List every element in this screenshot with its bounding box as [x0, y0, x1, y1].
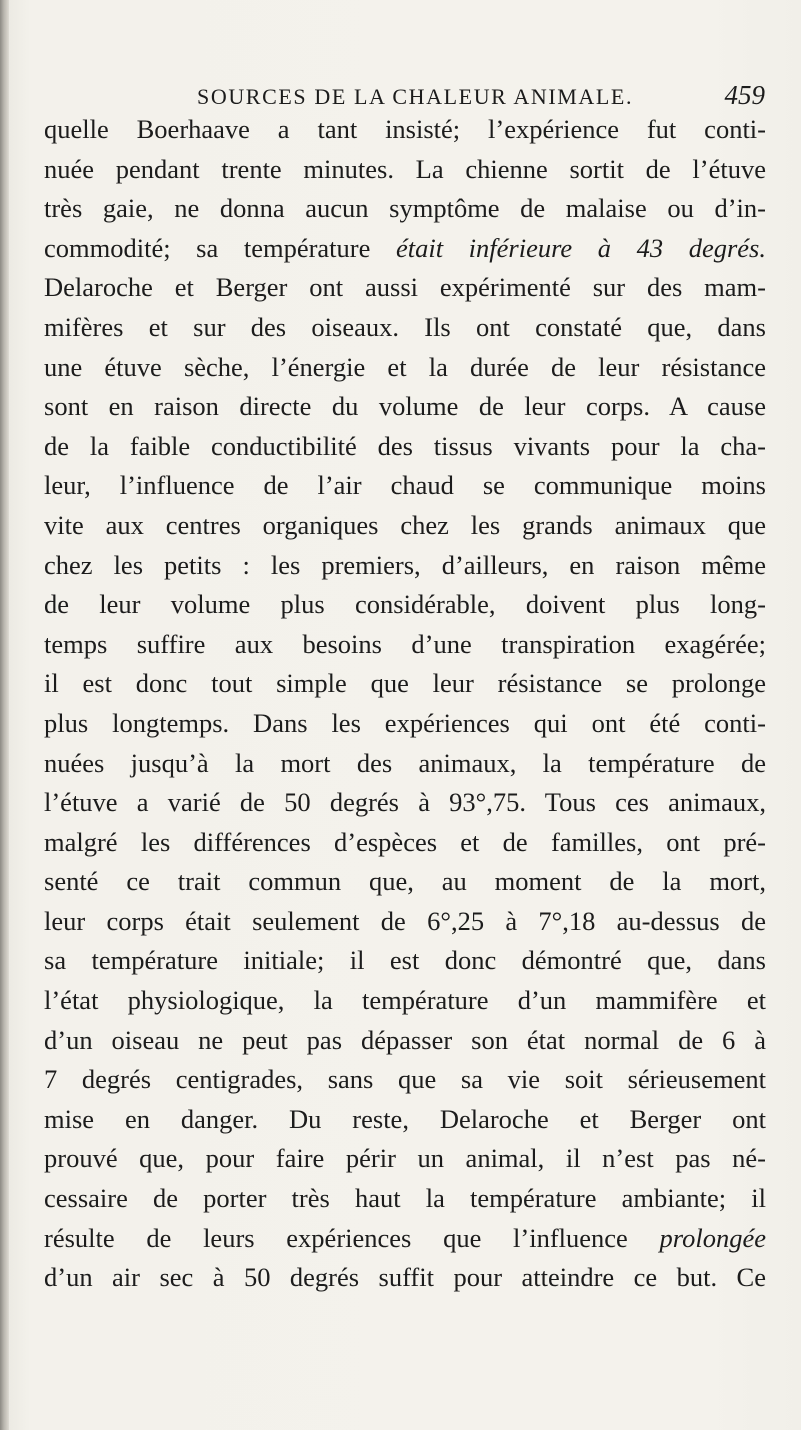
text-line: malgré les différences d’espèces et de familles, ont pré-	[44, 826, 766, 857]
text-line: leur, l’influence de l’air chaud se communique moins	[44, 470, 766, 501]
text-line: sont en raison directe du volume de leur corps. A cause	[44, 391, 766, 422]
text-line: vite aux centres organiques chez les grands animaux que	[44, 509, 766, 540]
text-line: mise en danger. Du reste, Delaroche et Berger ont	[44, 1103, 766, 1134]
text-line: 7 degrés centigrades, sans que sa vie soit sérieusement	[44, 1064, 766, 1095]
text-line: d’un oiseau ne peut pas dépasser son état normal de 6 à	[44, 1024, 766, 1055]
text-line-italic: était inférieure à 43 degrés.	[395, 232, 766, 263]
text-line: temps suffire aux besoins d’une transpiration exagérée;	[44, 628, 766, 659]
text-line: plus longtemps. Dans les expériences qui ont été conti-	[44, 707, 766, 738]
text-line: d’un air sec à 50 degrés suffit pour atteindre ce but. Ce	[44, 1262, 766, 1293]
text-line: leur corps était seulement de 6°,25 à 7°,18 au-dessus de	[44, 905, 766, 936]
text-line-italic: prolongée	[659, 1222, 766, 1253]
text-line: mifères et sur des oiseaux. Ils ont constaté que, dans	[44, 311, 766, 342]
text-line: de leur volume plus considérable, doivent plus long-	[44, 589, 766, 620]
text-line-roman: résulte de leurs expériences que l’influence	[44, 1222, 660, 1253]
text-line: il est donc tout simple que leur résistance se prolonge	[44, 668, 766, 699]
text-line: quelle Boerhaave a tant insisté; l’expérience fut conti-	[44, 114, 766, 144]
text-line: nuées jusqu’à la mort des animaux, la température de	[44, 747, 766, 778]
text-line	[44, 1219, 766, 1259]
body-text	[44, 110, 766, 1298]
text-line: de la faible conductibilité des tissus vivants pour la cha-	[44, 430, 766, 461]
page-number: 459	[724, 80, 765, 110]
text-line: sa température initiale; il est donc démontré que, dans	[44, 945, 766, 976]
text-line: prouvé que, pour faire périr un animal, il n’est pas né-	[44, 1143, 766, 1174]
text-line: nuée pendant trente minutes. La chienne sortit de l’étuve	[44, 153, 766, 184]
text-line	[44, 229, 766, 269]
page-binding-edge	[0, 0, 9, 1430]
running-head: SOURCES DE LA CHALEUR ANIMALE.	[197, 84, 634, 109]
text-line: une étuve sèche, l’énergie et la durée de leur résistance	[44, 351, 766, 382]
text-line: chez les petits : les premiers, d’ailleurs, en raison même	[44, 549, 766, 580]
page-header	[197, 74, 765, 114]
text-line: senté ce trait commun que, au moment de la mort,	[44, 866, 766, 897]
text-line: Delaroche et Berger ont aussi expérimenté sur des mam-	[44, 272, 766, 303]
text-line: cessaire de porter très haut la température ambiante; il	[44, 1183, 766, 1214]
text-line: l’état physiologique, la température d’un mammifère et	[44, 985, 766, 1016]
text-line: très gaie, ne donna aucun symptôme de malaise ou d’in-	[44, 193, 766, 224]
text-line: l’étuve a varié de 50 degrés à 93°,75. Tous ces animaux,	[44, 787, 766, 818]
text-line-roman: commodité; sa température	[44, 232, 396, 263]
